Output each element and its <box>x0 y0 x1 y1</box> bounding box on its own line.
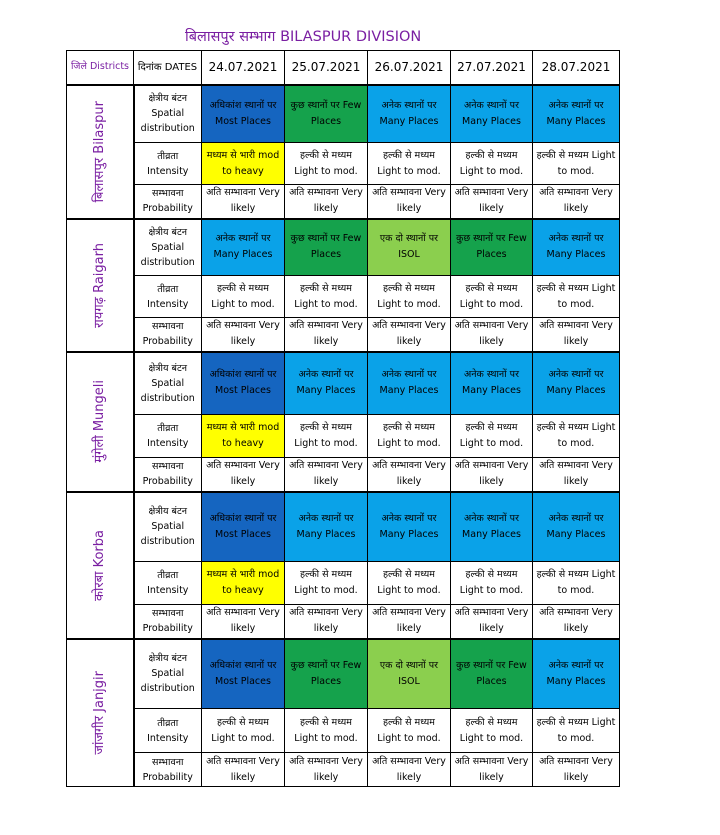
probability-cell: अति सम्भावना Very likely <box>451 753 533 787</box>
spatial-cell: अनेक स्थानों पर Many Places <box>368 492 451 562</box>
date-header: 24.07.2021 <box>202 51 285 85</box>
spatial-cell: अनेक स्थानों पर Many Places <box>285 352 368 415</box>
parameter-label: सम्भावना Probability <box>134 318 202 352</box>
probability-cell: अति सम्भावना Very likely <box>202 605 285 639</box>
intensity-cell: हल्की से मध्यम Light to mod. <box>533 143 620 185</box>
intensity-cell: हल्की से मध्यम Light to mod. <box>451 143 533 185</box>
intensity-cell: हल्की से मध्यम Light to mod. <box>451 276 533 318</box>
parameter-label: सम्भावना Probability <box>134 185 202 219</box>
parameter-label: तीव्रता Intensity <box>134 709 202 753</box>
parameter-label: तीव्रता Intensity <box>134 562 202 605</box>
probability-cell: अति सम्भावना Very likely <box>533 185 620 219</box>
probability-cell: अति सम्भावना Very likely <box>285 318 368 352</box>
table-row <box>67 458 620 492</box>
table-row <box>67 352 620 415</box>
table-row <box>67 492 620 562</box>
probability-cell: अति सम्भावना Very likely <box>285 753 368 787</box>
forecast-body <box>67 85 620 787</box>
intensity-cell: मध्यम से भारी mod to heavy <box>202 562 285 605</box>
intensity-cell: हल्की से मध्यम Light to mod. <box>368 562 451 605</box>
table-row <box>67 185 620 219</box>
parameter-label: क्षेत्रीय बंटन Spatial distribution <box>134 352 202 415</box>
table-row <box>67 562 620 605</box>
intensity-cell: हल्की से मध्यम Light to mod. <box>285 709 368 753</box>
table-row <box>67 415 620 458</box>
spatial-cell: अनेक स्थानों पर Many Places <box>368 352 451 415</box>
intensity-cell: हल्की से मध्यम Light to mod. <box>451 415 533 458</box>
spatial-cell: अनेक स्थानों पर Many Places <box>533 639 620 709</box>
intensity-cell: हल्की से मध्यम Light to mod. <box>285 276 368 318</box>
probability-cell: अति सम्भावना Very likely <box>202 318 285 352</box>
table-row <box>67 753 620 787</box>
date-header: 27.07.2021 <box>451 51 533 85</box>
intensity-cell: हल्की से मध्यम Light to mod. <box>368 709 451 753</box>
intensity-cell: मध्यम से भारी mod to heavy <box>202 143 285 185</box>
table-row <box>67 605 620 639</box>
probability-cell: अति सम्भावना Very likely <box>451 458 533 492</box>
intensity-cell: हल्की से मध्यम Light to mod. <box>533 562 620 605</box>
spatial-cell: अनेक स्थानों पर Many Places <box>285 492 368 562</box>
page-title: बिलासपुर सम्भाग BILASPUR DIVISION <box>185 29 422 45</box>
table-row <box>67 143 620 185</box>
table-row <box>67 318 620 352</box>
spatial-cell: अनेक स्थानों पर Many Places <box>368 85 451 143</box>
parameter-label: सम्भावना Probability <box>134 605 202 639</box>
parameter-label: सम्भावना Probability <box>134 753 202 787</box>
spatial-cell: अनेक स्थानों पर Many Places <box>451 492 533 562</box>
table-row <box>67 85 620 143</box>
district-cell <box>67 639 134 787</box>
date-header: 28.07.2021 <box>533 51 620 85</box>
probability-cell: अति सम्भावना Very likely <box>533 605 620 639</box>
intensity-cell: हल्की से मध्यम Light to mod. <box>202 709 285 753</box>
parameter-label: तीव्रता Intensity <box>134 143 202 185</box>
probability-cell: अति सम्भावना Very likely <box>285 185 368 219</box>
parameter-label: क्षेत्रीय बंटन Spatial distribution <box>134 85 202 143</box>
district-label: बिलासपुर Bilaspur <box>91 100 107 203</box>
intensity-cell: हल्की से मध्यम Light to mod. <box>368 415 451 458</box>
probability-cell: अति सम्भावना Very likely <box>368 185 451 219</box>
date-header: 25.07.2021 <box>285 51 368 85</box>
parameter-label: तीव्रता Intensity <box>134 276 202 318</box>
spatial-cell: अधिकांश स्थानों पर Most Places <box>202 352 285 415</box>
probability-cell: अति सम्भावना Very likely <box>451 605 533 639</box>
spatial-cell: एक दो स्थानों पर ISOL <box>368 639 451 709</box>
intensity-cell: मध्यम से भारी mod to heavy <box>202 415 285 458</box>
probability-cell: अति सम्भावना Very likely <box>533 318 620 352</box>
intensity-cell: हल्की से मध्यम Light to mod. <box>533 276 620 318</box>
parameter-label: क्षेत्रीय बंटन Spatial distribution <box>134 219 202 276</box>
spatial-cell: एक दो स्थानों पर ISOL <box>368 219 451 276</box>
probability-cell: अति सम्भावना Very likely <box>368 318 451 352</box>
intensity-cell: हल्की से मध्यम Light to mod. <box>285 415 368 458</box>
probability-cell: अति सम्भावना Very likely <box>368 605 451 639</box>
probability-cell: अति सम्भावना Very likely <box>368 753 451 787</box>
spatial-cell: अनेक स्थानों पर Many Places <box>202 219 285 276</box>
spatial-cell: अधिकांश स्थानों पर Most Places <box>202 639 285 709</box>
spatial-cell: अनेक स्थानों पर Many Places <box>533 492 620 562</box>
districts-header: जिले Districts <box>67 51 134 85</box>
date-header: 26.07.2021 <box>368 51 451 85</box>
spatial-cell: कुछ स्थानों पर Few Places <box>285 219 368 276</box>
parameter-label: क्षेत्रीय बंटन Spatial distribution <box>134 639 202 709</box>
district-label: मुंगेली Mungeli <box>91 380 107 463</box>
probability-cell: अति सम्भावना Very likely <box>202 458 285 492</box>
spatial-cell: अधिकांश स्थानों पर Most Places <box>202 85 285 143</box>
probability-cell: अति सम्भावना Very likely <box>285 458 368 492</box>
intensity-cell: हल्की से मध्यम Light to mod. <box>533 709 620 753</box>
table-row <box>67 276 620 318</box>
probability-cell: अति सम्भावना Very likely <box>202 185 285 219</box>
probability-cell: अति सम्भावना Very likely <box>285 605 368 639</box>
probability-cell: अति सम्भावना Very likely <box>533 458 620 492</box>
probability-cell: अति सम्भावना Very likely <box>451 318 533 352</box>
district-label: जांजगीर Janjgir <box>91 670 107 755</box>
spatial-cell: अनेक स्थानों पर Many Places <box>451 85 533 143</box>
spatial-cell: अनेक स्थानों पर Many Places <box>451 352 533 415</box>
spatial-cell: कुछ स्थानों पर Few Places <box>451 639 533 709</box>
forecast-table <box>66 50 620 787</box>
district-label: रायगढ़ Raigarh <box>91 242 107 328</box>
spatial-cell: कुछ स्थानों पर Few Places <box>451 219 533 276</box>
table-row <box>67 639 620 709</box>
probability-cell: अति सम्भावना Very likely <box>368 458 451 492</box>
spatial-cell: कुछ स्थानों पर Few Places <box>285 639 368 709</box>
intensity-cell: हल्की से मध्यम Light to mod. <box>285 143 368 185</box>
district-cell <box>67 85 134 219</box>
parameter-label: क्षेत्रीय बंटन Spatial distribution <box>134 492 202 562</box>
intensity-cell: हल्की से मध्यम Light to mod. <box>202 276 285 318</box>
district-label: कोरबा Korba <box>91 529 107 601</box>
probability-cell: अति सम्भावना Very likely <box>451 185 533 219</box>
dates-header: दिनांक DATES <box>134 51 202 85</box>
probability-cell: अति सम्भावना Very likely <box>202 753 285 787</box>
spatial-cell: अनेक स्थानों पर Many Places <box>533 85 620 143</box>
table-row <box>67 709 620 753</box>
district-cell <box>67 492 134 639</box>
intensity-cell: हल्की से मध्यम Light to mod. <box>368 143 451 185</box>
district-cell <box>67 352 134 492</box>
intensity-cell: हल्की से मध्यम Light to mod. <box>285 562 368 605</box>
spatial-cell: कुछ स्थानों पर Few Places <box>285 85 368 143</box>
intensity-cell: हल्की से मध्यम Light to mod. <box>368 276 451 318</box>
spatial-cell: अनेक स्थानों पर Many Places <box>533 219 620 276</box>
intensity-cell: हल्की से मध्यम Light to mod. <box>451 709 533 753</box>
spatial-cell: अधिकांश स्थानों पर Most Places <box>202 492 285 562</box>
parameter-label: तीव्रता Intensity <box>134 415 202 458</box>
table-row <box>67 219 620 276</box>
parameter-label: सम्भावना Probability <box>134 458 202 492</box>
district-cell <box>67 219 134 352</box>
intensity-cell: हल्की से मध्यम Light to mod. <box>451 562 533 605</box>
header-row <box>67 51 620 85</box>
probability-cell: अति सम्भावना Very likely <box>533 753 620 787</box>
spatial-cell: अनेक स्थानों पर Many Places <box>533 352 620 415</box>
intensity-cell: हल्की से मध्यम Light to mod. <box>533 415 620 458</box>
